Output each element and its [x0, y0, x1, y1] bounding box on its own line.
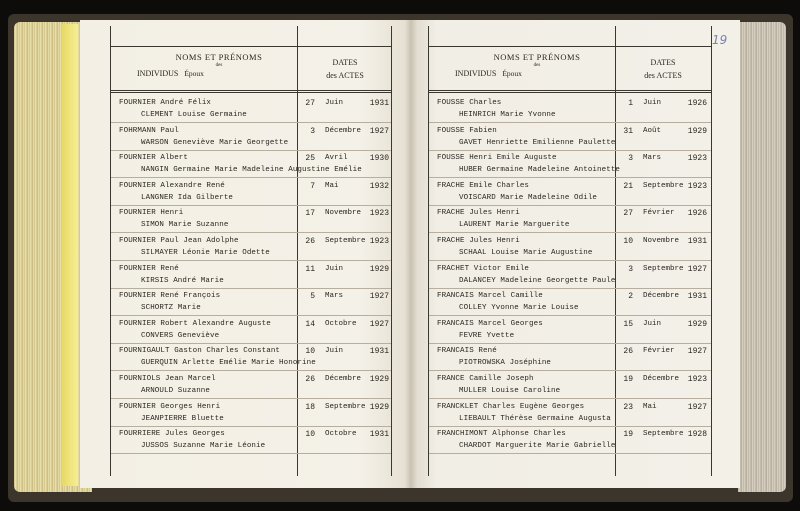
act-day: 27 — [623, 209, 633, 219]
spouse-name: JEANPIERRE Bluette — [141, 414, 224, 423]
act-year: 1926 — [687, 209, 707, 219]
act-day: 10 — [305, 347, 315, 357]
act-year: 1932 — [369, 181, 389, 191]
husband-name: FRANCE Camille Joseph — [437, 375, 534, 383]
spouse-name: NANGIN Germaine Marie Madeleine Augustine Emélie — [141, 166, 362, 175]
ledger-row — [429, 344, 711, 371]
spouse-name: PIOTROWSKA Joséphine — [459, 359, 552, 368]
spouse-name: SIMON Marie Suzanne — [141, 221, 229, 230]
spouse-name: LIEBAULT Thérèse Germaine Augusta — [459, 414, 611, 423]
act-day: 27 — [305, 99, 315, 108]
ledger-row — [429, 96, 711, 123]
act-year: 1931 — [687, 292, 707, 302]
names-header — [429, 52, 615, 78]
act-year: 1927 — [369, 292, 389, 302]
act-month: Septembre — [325, 237, 366, 245]
yellow-page-edge — [62, 24, 78, 486]
ledger-row — [111, 344, 391, 371]
act-year: 1927 — [687, 402, 707, 412]
top-rule — [429, 46, 711, 47]
spouse-name: CHARDOT Marguerite Marie Gabrielle — [459, 442, 616, 451]
spouse-name: SILMAYER Léonie Marie Odette — [141, 249, 270, 257]
act-year: 1929 — [369, 375, 389, 384]
act-month: Octobre — [325, 319, 357, 328]
names-header-title: NOMS ET PRÉNOMS — [493, 52, 581, 62]
husband-name: FRANCAIS Marcel Camille — [437, 292, 543, 301]
act-day: 3 — [310, 126, 315, 136]
act-day: 14 — [305, 319, 315, 329]
act-day: 10 — [623, 237, 633, 246]
spouse-name: LANGNER Ida Gilberte — [141, 193, 234, 202]
names-header-des: des — [215, 63, 223, 68]
spouse-name: SCHORTZ Marie — [141, 304, 201, 313]
act-month: Février — [643, 347, 675, 356]
husband-name: FOURNIGAULT Gaston Charles Constant — [119, 347, 281, 356]
act-day: 11 — [305, 264, 315, 274]
ledger-row — [111, 317, 391, 344]
row-rule — [111, 453, 391, 454]
husband-name: FRANCHIMONT Alphonse Charles — [437, 430, 566, 439]
act-day: 10 — [305, 430, 315, 440]
ledger-row — [111, 151, 391, 178]
header-double-rule — [429, 90, 711, 93]
act-day: 31 — [623, 126, 633, 136]
ledger-row — [429, 289, 711, 316]
ledger-row — [111, 372, 391, 399]
act-day: 2 — [628, 292, 633, 302]
husband-name: FOURNIER René — [119, 264, 179, 273]
act-day: 23 — [623, 402, 633, 412]
dates-header — [615, 56, 711, 82]
ledger-row — [429, 124, 711, 151]
act-year: 1923 — [687, 375, 707, 384]
act-month: Mai — [643, 402, 657, 411]
act-month: Mars — [643, 154, 662, 163]
act-day: 3 — [628, 264, 633, 274]
husband-name: FRANCKLET Charles Eugène Georges — [437, 402, 585, 411]
act-month: Décembre — [643, 292, 680, 301]
act-year: 1929 — [369, 402, 389, 412]
ledger-row — [429, 151, 711, 178]
act-day: 18 — [305, 402, 315, 412]
act-day: 7 — [310, 181, 315, 191]
book-gutter — [404, 20, 418, 488]
act-month: Juin — [325, 347, 344, 356]
dates-header — [297, 56, 393, 82]
dates-header-title: DATES — [650, 58, 676, 67]
act-month: Juin — [325, 264, 344, 273]
act-month: Novembre — [643, 237, 680, 245]
act-day: 26 — [305, 237, 315, 246]
act-year: 1931 — [369, 430, 389, 440]
spouse-name: MULLER Louise Caroline — [459, 387, 561, 395]
names-header-individus: INDIVIDUS Époux — [137, 69, 204, 78]
spouse-name: VOISCARD Marie Madeleine Odile — [459, 193, 598, 202]
act-month: Février — [643, 209, 675, 218]
husband-name: FOURNIER Robert Alexandre Auguste — [119, 319, 271, 328]
names-header-title: NOMS ET PRÉNOMS — [175, 52, 263, 62]
act-month: Décembre — [643, 375, 680, 383]
act-month: Août — [643, 126, 662, 135]
act-day: 19 — [623, 430, 633, 440]
husband-name: FOURNIER René François — [119, 292, 221, 301]
top-rule — [111, 46, 391, 47]
act-year: 1931 — [369, 347, 389, 357]
act-day: 5 — [310, 292, 315, 302]
spouse-name: CLEMENT Louise Germaine — [141, 111, 247, 119]
ledger-row — [429, 317, 711, 344]
ledger-row — [111, 262, 391, 289]
ledger-row — [429, 427, 711, 454]
act-month: Mai — [325, 181, 339, 190]
act-year: 1930 — [369, 154, 389, 164]
husband-name: FOURNIER Albert — [119, 154, 189, 163]
row-rule — [429, 453, 711, 454]
husband-name: FOURNIOLS Jean Marcel — [119, 375, 216, 383]
dates-header-title: DATES — [332, 58, 358, 67]
ledger-row — [429, 206, 711, 233]
act-year: 1923 — [369, 237, 389, 246]
act-year: 1927 — [369, 126, 389, 136]
names-header-spouse: Époux — [184, 69, 204, 78]
ledger-row — [429, 400, 711, 427]
right-page-edges — [738, 22, 786, 492]
act-year: 1929 — [687, 126, 707, 136]
act-year: 1929 — [369, 264, 389, 274]
husband-name: FOUSSE Fabien — [437, 126, 497, 135]
spouse-name: GUERQUIN Arlette Emélie Marie Honorine — [141, 359, 316, 368]
act-year: 1931 — [687, 237, 707, 246]
left-ledger — [110, 26, 392, 476]
header-double-rule — [111, 90, 391, 93]
husband-name: FOURNIER Henri — [119, 209, 184, 218]
husband-name: FOURNIER André Félix — [119, 99, 212, 107]
spouse-name: FEVRE Yvette — [459, 331, 515, 340]
ledger-row — [111, 206, 391, 233]
spouse-name: DALANCEY Madeleine Georgette Paule — [459, 276, 616, 285]
act-year: 1927 — [687, 264, 707, 274]
spouse-name: ARNOULD Suzanne — [141, 387, 211, 395]
dates-header-subtitle: des ACTES — [326, 71, 364, 80]
act-month: Mars — [325, 292, 344, 301]
spouse-name: HUBER Germaine Madeleine Antoinette — [459, 166, 621, 175]
act-day: 21 — [623, 181, 633, 191]
act-month: Septembre — [643, 181, 684, 190]
act-year: 1926 — [687, 99, 707, 108]
act-year: 1931 — [369, 99, 389, 108]
spouse-name: LAURENT Marie Marguerite — [459, 221, 570, 230]
act-day: 26 — [623, 347, 633, 357]
ledger-row — [111, 427, 391, 454]
husband-name: FOURNIER Georges Henri — [119, 402, 221, 411]
act-month: Novembre — [325, 209, 362, 218]
spouse-name: COLLEY Yvonne Marie Louise — [459, 304, 579, 313]
act-month: Juin — [325, 99, 344, 107]
ledger-row — [429, 179, 711, 206]
husband-name: FOURNIER Alexandre René — [119, 181, 225, 190]
husband-name: FRANCAIS René — [437, 347, 497, 356]
husband-name: FRACHE Emile Charles — [437, 181, 530, 190]
act-month: Juin — [643, 99, 662, 107]
husband-name: FOUSSE Charles — [437, 99, 502, 107]
ledger-row — [111, 96, 391, 123]
husband-name: FRACHE Jules Henri — [437, 209, 520, 218]
act-day: 19 — [623, 375, 633, 384]
ledger-row — [111, 124, 391, 151]
act-year: 1923 — [687, 181, 707, 191]
names-header — [111, 52, 297, 78]
dates-header-subtitle: des ACTES — [644, 71, 682, 80]
husband-name: FOHRMANN Paul — [119, 126, 179, 135]
ledger-row — [111, 179, 391, 206]
act-month: Octobre — [325, 430, 357, 439]
act-year: 1929 — [687, 319, 707, 329]
names-header-individus: INDIVIDUS Époux — [455, 69, 522, 78]
ledger-row — [111, 289, 391, 316]
spouse-name: HEINRICH Marie Yvonne — [459, 111, 556, 119]
act-year: 1923 — [687, 154, 707, 164]
ledger-row — [429, 262, 711, 289]
spouse-name: CONVERS Geneviève — [141, 331, 220, 340]
act-day: 15 — [623, 319, 633, 329]
act-month: Décembre — [325, 375, 362, 383]
ledger-row — [429, 234, 711, 261]
act-month: Septembre — [643, 264, 684, 273]
spouse-name: JUSSOS Suzanne Marie Léonie — [141, 442, 266, 451]
act-day: 26 — [305, 375, 315, 384]
spouse-name: SCHAAL Louise Marie Augustine — [459, 249, 593, 257]
ledger-row — [429, 372, 711, 399]
names-header-des: des — [533, 63, 541, 68]
spouse-name: WARSON Geneviève Marie Georgette — [141, 138, 289, 147]
husband-name: FOURNIER Paul Jean Adolphe — [119, 237, 239, 245]
act-day: 3 — [628, 154, 633, 164]
right-ledger — [428, 26, 712, 476]
ledger-row — [111, 234, 391, 261]
act-day: 17 — [305, 209, 315, 219]
act-month: Avril — [325, 154, 348, 163]
husband-name: FOURRIERE Jules Georges — [119, 430, 225, 439]
husband-name: FRACHE Jules Henri — [437, 237, 520, 245]
act-month: Décembre — [325, 126, 362, 135]
act-year: 1923 — [369, 209, 389, 219]
act-month: Juin — [643, 319, 662, 328]
names-header-spouse: Époux — [502, 69, 522, 78]
husband-name: FRANCAIS Marcel Georges — [437, 319, 543, 328]
spouse-name: KIRSIS André Marie — [141, 276, 224, 285]
act-year: 1927 — [687, 347, 707, 357]
act-month: Septembre — [325, 402, 366, 411]
spouse-name: GAVET Henriette Emilienne Paulette — [459, 138, 616, 147]
act-month: Septembre — [643, 430, 684, 439]
husband-name: FOUSSE Henri Emile Auguste — [437, 154, 557, 163]
act-year: 1928 — [687, 430, 707, 440]
act-year: 1927 — [369, 319, 389, 329]
act-day: 25 — [305, 154, 315, 164]
act-day: 1 — [628, 99, 633, 108]
ledger-row — [111, 400, 391, 427]
folio-number: 19 — [712, 33, 728, 47]
husband-name: FRACHET Victor Emile — [437, 264, 530, 273]
